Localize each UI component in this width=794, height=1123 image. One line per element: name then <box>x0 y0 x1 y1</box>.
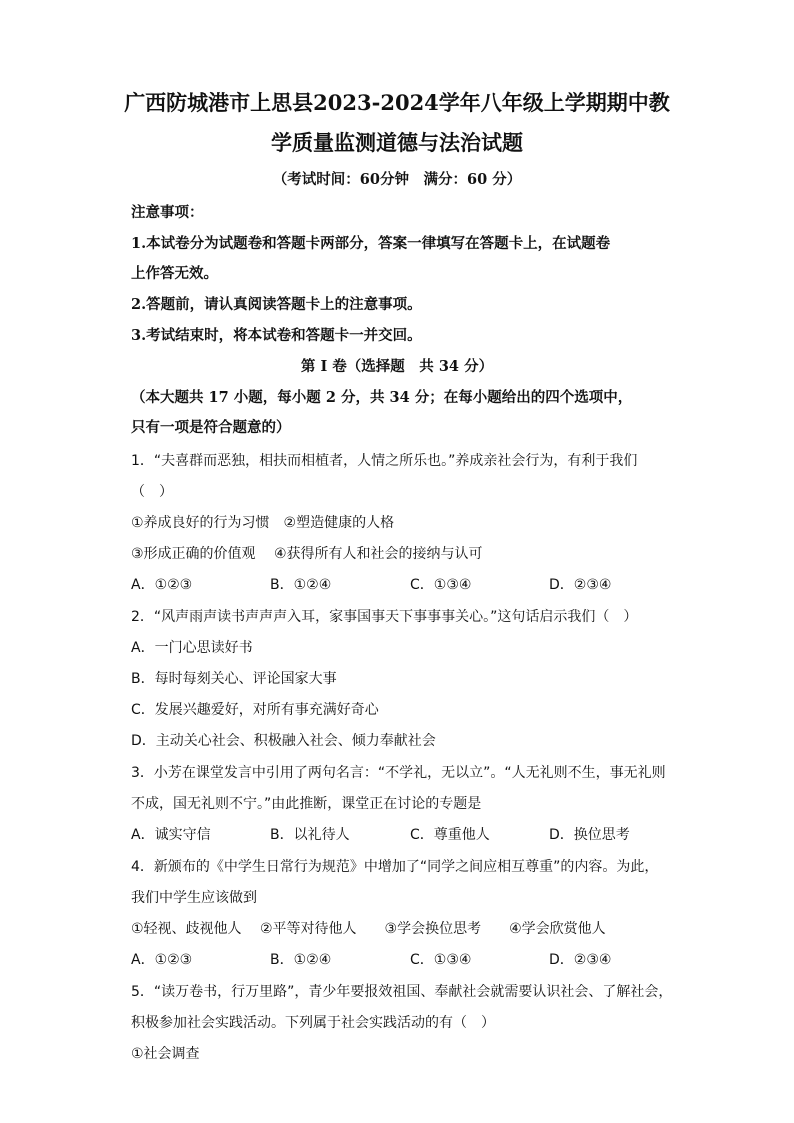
notice-heading: 注意事项： <box>131 204 204 221</box>
q5-stem-line1: 5．“读万卷书，行万里路”，青少年要报效祖国、奉献社会就需要认识社会、了解社会， <box>131 984 673 1000</box>
exam-title-line1: 广西防城港市上思县2023-2024学年八年级上学期期中教 <box>124 90 670 115</box>
q1-items-line1: ①养成良好的行为习惯 ②塑造健康的人格 <box>131 515 395 531</box>
q3-option-b[interactable]: B．以礼待人 <box>270 827 350 843</box>
notice-item-1-line2: 上作答无效。 <box>131 265 218 282</box>
q5-item-1: ①社会调查 <box>131 1046 200 1062</box>
exam-title-line2: 学质量监测道德与法治试题 <box>271 130 523 155</box>
q3-stem-line1: 3．小芳在课堂发言中引用了两句名言：“不学礼，无以立”。“人无礼则不生，事无礼则 <box>131 765 666 781</box>
q1-option-a[interactable]: A．①②③ <box>131 577 193 593</box>
q2-option-d[interactable]: D．主动关心社会、积极融入社会、倾力奉献社会 <box>131 733 436 749</box>
q2-option-c[interactable]: C．发展兴趣爱好，对所有事充满好奇心 <box>131 702 379 718</box>
q4-option-d[interactable]: D．②③④ <box>549 952 612 968</box>
q2-option-b[interactable]: B．每时每刻关心、评论国家大事 <box>131 671 337 687</box>
q3-stem-line2: 不成，国无礼则不宁。”由此推断，课堂正在讨论的专题是 <box>131 796 482 812</box>
q3-option-c[interactable]: C．尊重他人 <box>410 827 490 843</box>
section-title: 第 I 卷（选择题 共 34 分） <box>300 358 494 375</box>
q3-option-d[interactable]: D．换位思考 <box>549 827 630 843</box>
q4-stem-line2: 我们中学生应该做到 <box>131 890 257 906</box>
notice-item-3: 3.考试结束时，将本试卷和答题卡一并交回。 <box>131 327 422 344</box>
q3-option-a[interactable]: A．诚实守信 <box>131 827 211 843</box>
q5-stem-line2: 积极参加社会实践活动。下列属于社会实践活动的有（ ） <box>131 1015 495 1031</box>
q1-option-b[interactable]: B．①②④ <box>270 577 332 593</box>
q1-stem-line2: （ ） <box>131 484 173 500</box>
section-desc-line2: 只有一项是符合题意的） <box>131 419 291 436</box>
q2-stem: 2．“风声雨声读书声声声入耳，家事国事天下事事事关心。”这句话启示我们（ ） <box>131 609 638 625</box>
notice-item-1-line1: 1.本试卷分为试题卷和答题卡两部分，答案一律填写在答题卡上，在试题卷 <box>131 235 611 252</box>
q1-option-d[interactable]: D．②③④ <box>549 577 612 593</box>
q1-stem-line1: 1．“夫喜群而恶独，相扶而相植者，人情之所乐也。”养成亲社会行为，有利于我们 <box>131 453 638 469</box>
q4-option-b[interactable]: B．①②④ <box>270 952 332 968</box>
q4-option-a[interactable]: A．①②③ <box>131 952 193 968</box>
q4-items: ①轻视、歧视他人 ②平等对待他人 ③学会换位思考 ④学会欣赏他人 <box>131 921 606 937</box>
q4-option-c[interactable]: C．①③④ <box>410 952 472 968</box>
q2-option-a[interactable]: A．一门心思读好书 <box>131 640 253 656</box>
exam-info: （考试时间：60分钟 满分：60 分） <box>272 171 522 188</box>
notice-item-2: 2.答题前，请认真阅读答题卡上的注意事项。 <box>131 296 422 313</box>
section-desc-line1: （本大题共 17 小题，每小题 2 分，共 34 分；在每小题给出的四个选项中， <box>131 389 633 406</box>
q1-option-c[interactable]: C．①③④ <box>410 577 472 593</box>
q4-stem-line1: 4．新颁布的《中学生日常行为规范》中增加了“同学之间应相互尊重”的内容。为此， <box>131 859 659 875</box>
q1-items-line2: ③形成正确的价值观 ④获得所有人和社会的接纳与认可 <box>131 546 483 562</box>
